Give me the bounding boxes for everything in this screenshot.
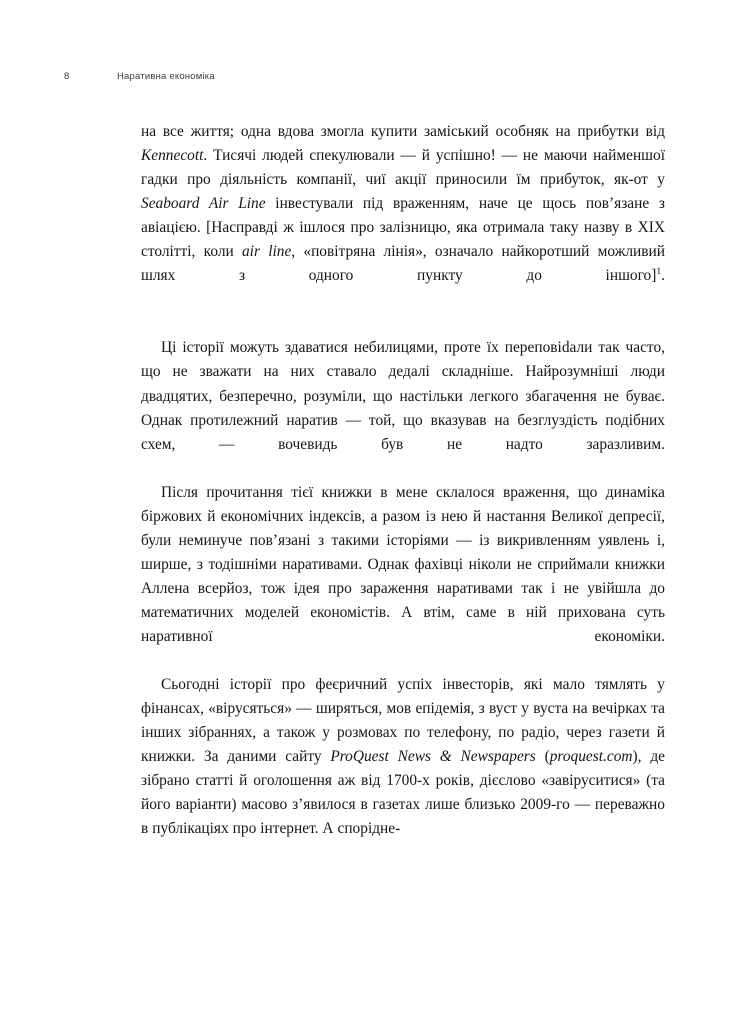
text-run: інвестували під враженням, наче це щось пов’язане з авіацією. [Насправді ж ішлося про залізницю, яка отримала таку назву в XIX столітті, коли bbox=[141, 195, 665, 261]
text-run: . bbox=[661, 267, 665, 285]
italic-run: Seaboard Air Line bbox=[141, 195, 266, 213]
text-run: на все життя; одна вдова змогла купити заміський особняк на прибутки від bbox=[141, 123, 665, 140]
text-run: Після прочитання тієї книжки в мене склалося враження, що динаміка біржових й економічних індексів, а разом із нею й настання Великої депресії, були неминуче пов’язані з такими історіями — із викривленням уявлень і, ширше, з тодішніми наративами. Однак фахівці ніколи не сприймали книжки Аллена всерйоз, тож ідея про зараження наративами так і не увійшла до математичних моделей економістів. А втім, саме в ній прихована суть наративної економіки. bbox=[141, 483, 665, 645]
text-run: , «повітряна лінія», означало найкоротший можливий шлях з одного пункту до іншого] bbox=[141, 243, 665, 285]
paragraph bbox=[141, 673, 665, 841]
page-number: 8 bbox=[64, 71, 70, 82]
body-text-block bbox=[141, 120, 665, 841]
italic-run: Kennecott bbox=[141, 147, 204, 165]
footnote-marker: 1 bbox=[656, 266, 662, 278]
italic-run: air line bbox=[241, 243, 292, 261]
text-run: . Тисячі людей спекулювали — й успішно! — не маючи найменшої гадки про діяльність компанії, чиї акції приносили їм прибуток, як-от у bbox=[141, 147, 665, 189]
text-run: ( bbox=[535, 748, 550, 766]
running-head-title: Наративна економіка bbox=[117, 71, 215, 82]
text-run: ), де зібрано статті й оголошення аж від 1700-х років, дієслово «завіруситися» (та його варіанти) масово з’явилося в газетах лише близько 2009-го — переважно в публікаціях про інтернет. А спорідне- bbox=[141, 748, 665, 838]
paragraph bbox=[141, 336, 665, 480]
text-run: Ці історії можуть здаватися небилицями, проте їх переповіdали так часто, що не зважати на них ставало дедалі складніше. Найрозумніші люди двадцятих, безперечно, розуміли, що настільки легкого збагачення не буває. Однак протилежний наратив — той, що вказував на безглуздість подібних схем, — вочевидь був не надто заразливим. bbox=[141, 339, 665, 453]
paragraph bbox=[141, 481, 665, 673]
italic-run: ProQuest News & Newspapers bbox=[330, 748, 536, 766]
italic-run: proquest.com bbox=[549, 748, 633, 766]
text-run: Сьогодні історії про феєричний успіх інвесторів, які мало тямлять у фінансах, «вірусяться» — ширяться, мов епідемія, з вуст у вуста на вечірках та інших зібраннях, а також у розмовах по телефону, по радіо, через газети й книжки. За даними сайту bbox=[141, 676, 665, 766]
paragraph bbox=[141, 120, 665, 312]
running-head bbox=[0, 71, 733, 87]
